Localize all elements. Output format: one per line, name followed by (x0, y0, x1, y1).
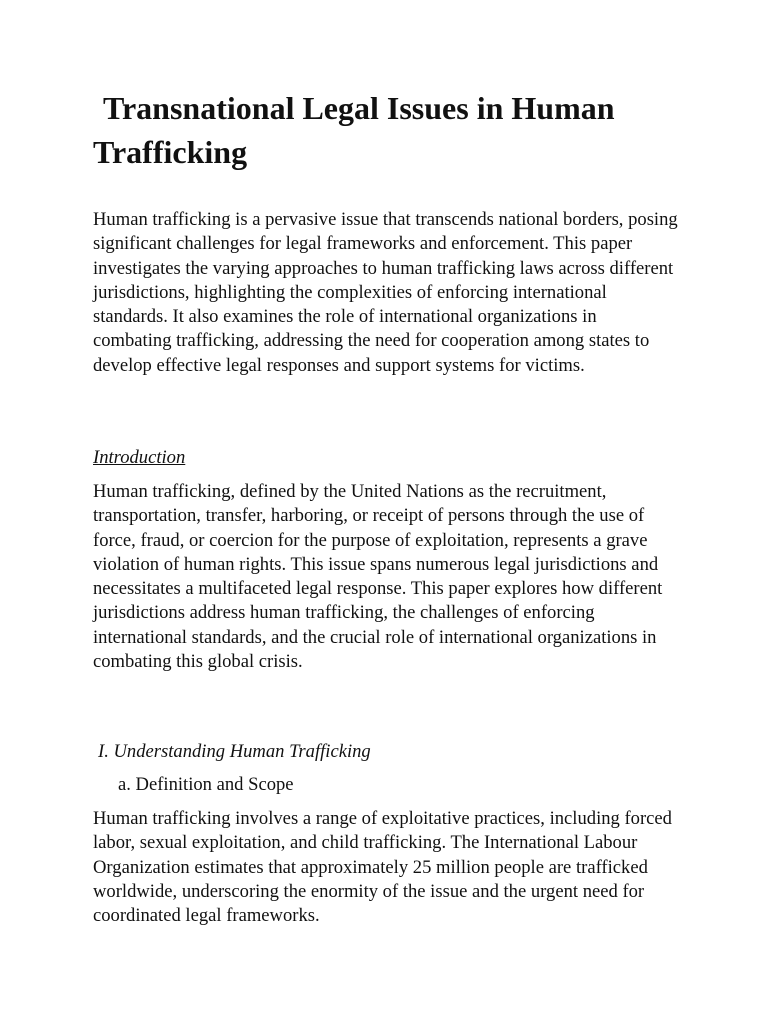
section-heading: I. Understanding Human Trafficking (98, 741, 371, 762)
document-title-text: Transnational Legal Issues in Human Trafficking (93, 90, 615, 170)
abstract-paragraph: Human trafficking is a pervasive issue that transcends national borders, posing significant challenges for legal frameworks and enforcement. This paper investigates the varying approaches to human trafficking laws across different jurisdictions, highlighting the complexities of enforcing international standards. It also examines the role of international organizations in combating trafficking, addressing the need for cooperation among states to develop effective legal responses and support systems for victims. (93, 209, 678, 376)
document-title (93, 86, 653, 174)
section-paragraph: Human trafficking involves a range of exploitative practices, including forced labor, sexual exploitation, and child trafficking. The International Labour Organization estimates that approximately 25 million people are trafficked worldwide, underscoring the enormity of the issue and the urgent need for coordinated legal frameworks. (93, 808, 672, 927)
introduction-paragraph: Human trafficking, defined by the United Nations as the recruitment, transportation, transfer, harboring, or receipt of persons through the use of force, fraud, or coercion for the purpose of exploitation, represents a grave violation of human rights. This issue spans numerous legal jurisdictions and necessitates a multifaceted legal response. This paper explores how different jurisdictions address human trafficking, the challenges of enforcing international standards, and the crucial role of international organizations in combating this global crisis. (93, 481, 663, 673)
section-subheading: a. Definition and Scope (118, 774, 294, 795)
introduction-heading: Introduction (93, 447, 186, 468)
